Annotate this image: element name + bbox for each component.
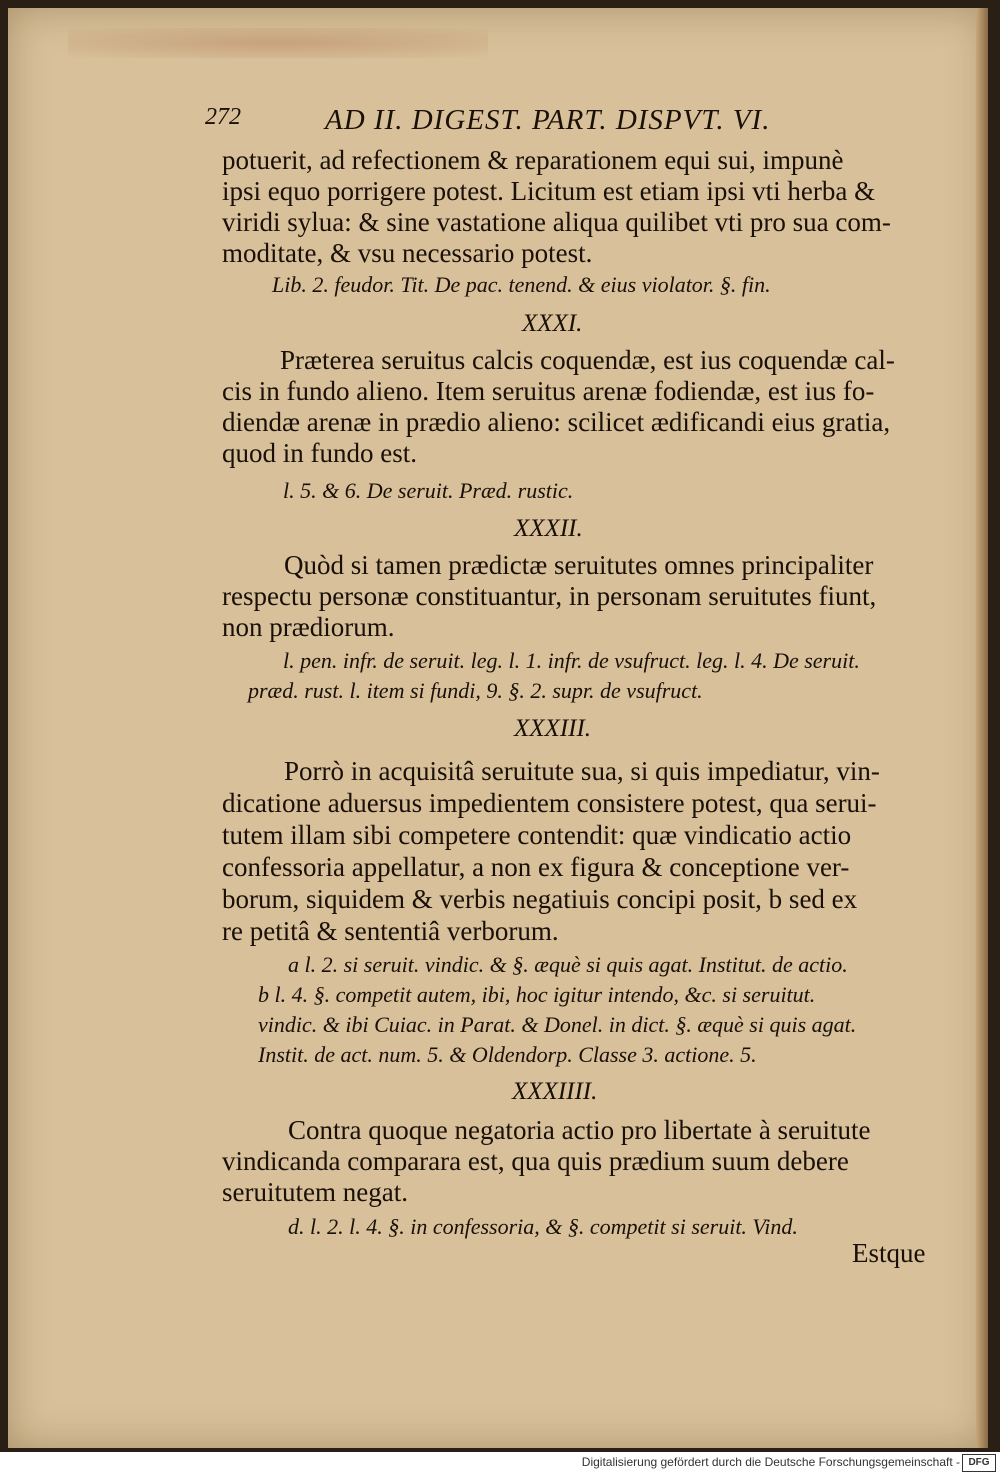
text-line: re petitâ & sententiâ verborum. <box>222 916 559 946</box>
running-head: AD II. DIGEST. PART. DISPVT. VI. <box>325 104 771 136</box>
text-line: non prædiorum. <box>222 612 395 642</box>
text-line: diendæ arenæ in prædio alieno: scilicet ædificandi eius gratia, <box>222 407 891 437</box>
text-line: borum, siquidem & verbis negatiuis concipi posit, b sed ex <box>222 884 858 914</box>
text-line: Contra quoque negatoria actio pro libertate à seruitute <box>288 1115 871 1145</box>
page-header <box>205 104 845 144</box>
text-line: Quòd si tamen prædictæ seruitutes omnes principaliter <box>284 550 874 580</box>
text-line: confessoria appellatur, a non ex figura & conceptione ver- <box>222 852 850 882</box>
text-line: ipsi equo porrigere potest. Licitum est etiam ipsi vti herba & <box>222 176 876 206</box>
section-heading: XXXIIII. <box>512 1078 598 1105</box>
text-line: respectu personæ constituantur, in personam seruitutes fiunt, <box>222 581 877 611</box>
footer-bar <box>0 1452 1000 1474</box>
text-line: seruitutem negat. <box>222 1177 408 1207</box>
section-heading: XXXI. <box>522 310 583 337</box>
dfg-logo-icon: DFG <box>962 1454 996 1472</box>
text-line: viridi sylua: & sine vastatione aliqua quilibet vti pro sua com- <box>222 207 891 237</box>
paragraph <box>222 1115 934 1208</box>
paragraph <box>222 345 934 469</box>
paragraph <box>222 550 934 643</box>
text-line: tutem illam sibi competere contendit: quæ vindicatio actio <box>222 820 852 850</box>
funding-credit: Digitalisierung gefördert durch die Deutsche Forschungsgemeinschaft - <box>581 1455 960 1469</box>
citation: d. l. 2. l. 4. §. in confessoria, & §. competit si seruit. Vind. <box>288 1214 798 1239</box>
citation: vindic. & ibi Cuiac. in Parat. & Donel. in dict. §. æquè si quis agat. <box>258 1012 857 1037</box>
citation: b l. 4. §. competit autem, ibi, hoc igitur intendo, &c. si seruitut. <box>258 982 816 1007</box>
citation: præd. rust. l. item si fundi, 9. §. 2. supr. de vsufruct. <box>248 678 703 703</box>
page-number: 272 <box>205 104 241 130</box>
citation: Instit. de act. num. 5. & Oldendorp. Classe 3. actione. 5. <box>258 1042 757 1067</box>
section-heading: XXXIII. <box>514 715 592 742</box>
text-line: moditate, & vsu necessario potest. <box>222 238 593 268</box>
catchword: Estque <box>852 1238 926 1268</box>
text-line: Porrò in acquisitâ seruitute sua, si quis impediatur, vin- <box>284 756 880 786</box>
text-line: vindicanda comparara est, qua quis prædium suum debere <box>222 1146 849 1176</box>
citation: l. pen. infr. de seruit. leg. l. 1. infr. de vsufruct. leg. l. 4. De seruit. <box>283 648 860 673</box>
page-edge <box>976 8 988 1448</box>
citation: Lib. 2. feudor. Tit. De pac. tenend. & eius violator. §. fin. <box>272 272 771 297</box>
text-line: potuerit, ad refectionem & reparationem equi sui, impunè <box>222 145 844 175</box>
citation: a l. 2. si seruit. vindic. & §. æquè si quis agat. Institut. de actio. <box>288 952 848 977</box>
section-heading: XXXII. <box>514 515 583 542</box>
paragraph <box>222 755 934 947</box>
text-line: cis in fundo alieno. Item seruitus arenæ fodiendæ, est ius fo- <box>222 376 875 406</box>
text-line: quod in fundo est. <box>222 438 417 468</box>
text-line: Præterea seruitus calcis coquendæ, est ius coquendæ cal- <box>280 345 895 375</box>
paragraph-continuation <box>222 145 934 269</box>
text-line: dicatione aduersus impedientem consistere potest, qua serui- <box>222 788 877 818</box>
page-stain <box>68 28 488 58</box>
citation: l. 5. & 6. De seruit. Præd. rustic. <box>283 478 574 503</box>
